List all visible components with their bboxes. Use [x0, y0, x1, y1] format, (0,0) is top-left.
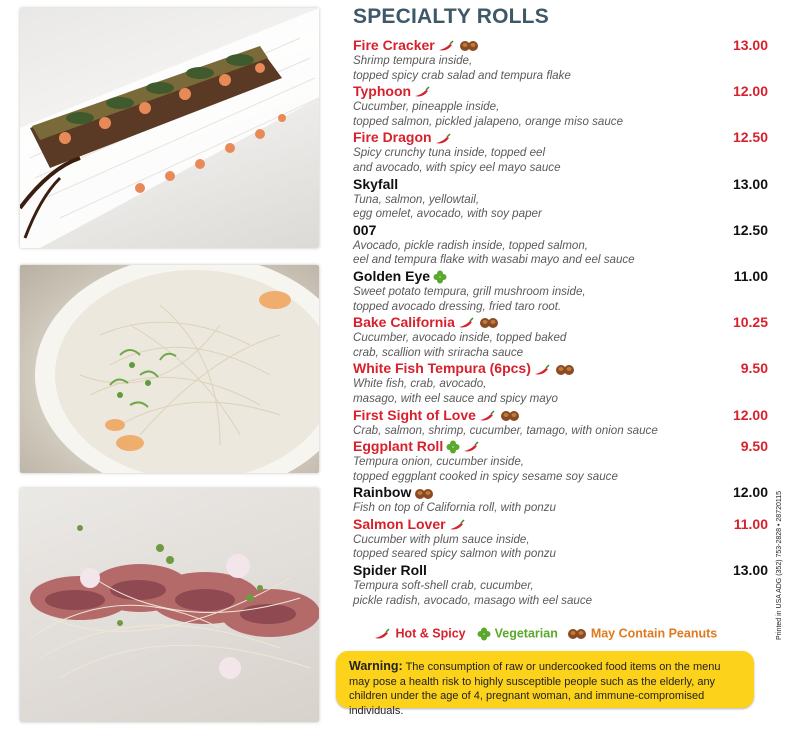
legend: [371, 626, 717, 641]
legend-peanut: May Contain Peanuts: [590, 626, 718, 641]
item-name-row: [353, 176, 768, 193]
item-name-row: [353, 516, 768, 533]
item-description: Tempura soft-shell crab, cucumber,: [353, 579, 534, 593]
menu-item: [353, 516, 768, 562]
item-price: 12.00: [732, 83, 768, 100]
section-title: SPECIALTY ROLLS: [353, 5, 549, 28]
item-name: First Sight of Love: [353, 406, 476, 423]
item-price: 12.00: [732, 406, 768, 423]
item-name: 007: [353, 221, 377, 238]
item-name-row: [353, 129, 768, 146]
item-name-row: [353, 562, 768, 579]
item-price: 9.50: [740, 360, 768, 377]
photo-fire-cracker-roll: [20, 8, 319, 248]
menu-item: [353, 37, 768, 83]
item-name: White Fish Tempura (6pcs): [353, 360, 531, 377]
menu-item: [353, 407, 768, 439]
item-description: topped salmon, pickled jalapeno, orange miso sauce: [353, 114, 624, 128]
menu-item: [353, 176, 768, 222]
peanut-icon: [500, 410, 520, 422]
item-price: 13.00: [732, 175, 768, 192]
item-price: 11.00: [733, 515, 768, 532]
item-price: 12.50: [732, 221, 768, 238]
item-name-row: [353, 268, 768, 285]
chili-pepper-icon: [438, 40, 456, 52]
item-name: Skyfall: [353, 175, 399, 192]
photo-tataki: [20, 488, 319, 722]
chili-pepper-icon: [463, 441, 481, 453]
item-description: Shrimp tempura inside,: [353, 54, 473, 67]
item-price: 13.00: [732, 562, 768, 579]
item-name: Fire Dragon: [353, 129, 432, 146]
item-description: Crab, salmon, shrimp, cucumber, tamago, with onion sauce: [353, 423, 658, 437]
item-price: 12.00: [732, 484, 768, 501]
item-description: topped spicy crab salad and tempura flake: [353, 68, 571, 82]
item-description: Sweet potato tempura, grill mushroom inside,: [353, 284, 586, 298]
peanut-icon: [459, 40, 479, 52]
menu-item: [353, 222, 768, 268]
chili-pepper-icon: [479, 410, 497, 422]
item-description: and avocado, with spicy eel mayo sauce: [353, 160, 561, 174]
warning-text: The consumption of raw or undercooked food items on the menu may pose a health risk to highly susceptible people such as the elderly, any children under the age of 4, pregnant woman, and immune-compromised individuals.: [349, 661, 721, 717]
item-description: Avocado, pickle radish inside, topped salmon,: [353, 238, 589, 252]
item-description: Spicy crunchy tuna inside, topped eel: [353, 146, 546, 160]
legend-spicy: Hot & Spicy: [395, 626, 466, 641]
chili-pepper-icon: [534, 364, 552, 376]
menu-item: [353, 360, 768, 406]
item-price: 10.25: [732, 314, 768, 331]
item-price: 12.50: [732, 129, 768, 146]
menu-item: [353, 484, 768, 516]
item-description: Tempura onion, cucumber inside,: [353, 455, 524, 469]
item-description: Fish on top of California roll, with ponzu: [353, 501, 556, 515]
item-name: Golden Eye: [353, 267, 431, 284]
peanut-icon: [414, 488, 434, 500]
item-name: Typhoon: [353, 83, 412, 100]
item-price: 13.00: [732, 37, 768, 53]
item-description: eel and tempura flake with wasabi mayo and eel sauce: [353, 253, 635, 267]
item-name: Eggplant Roll: [353, 438, 444, 455]
chili-pepper-icon: [414, 86, 432, 98]
item-name-row: [353, 407, 768, 424]
chili-pepper-icon: [458, 317, 476, 329]
item-price: 9.50: [740, 438, 768, 455]
item-name-row: [353, 360, 768, 377]
chili-pepper-icon: [374, 628, 392, 640]
item-name: Bake California: [353, 314, 455, 331]
clover-icon: [433, 270, 447, 284]
clover-icon: [477, 627, 491, 641]
item-description: Tuna, salmon, yellowtail,: [353, 192, 480, 206]
peanut-icon: [555, 364, 575, 376]
item-price: 11.00: [733, 267, 768, 284]
peanut-icon: [479, 317, 499, 329]
item-description: crab, scallion with sriracha sauce: [353, 345, 524, 359]
item-name-row: [353, 314, 768, 331]
clover-icon: [446, 440, 460, 454]
menu-item: [353, 129, 768, 175]
menu-item: [353, 83, 768, 129]
item-name-row: [353, 484, 768, 501]
item-name-row: [353, 222, 768, 239]
legend-vegetarian: Vegetarian: [494, 626, 558, 641]
item-description: White fish, crab, avocado,: [353, 377, 487, 391]
item-description: Cucumber, pineapple inside,: [353, 100, 500, 114]
item-description: pickle radish, avocado, masago with eel sauce: [353, 593, 593, 607]
chili-pepper-icon: [435, 133, 453, 145]
item-description: egg omelet, avocado, with soy paper: [353, 207, 542, 221]
menu-item: [353, 314, 768, 360]
menu-list: [353, 37, 768, 608]
item-description: masago, with eel sauce and spicy mayo: [353, 391, 558, 405]
menu-item: [353, 438, 768, 484]
item-name-row: [353, 37, 768, 54]
warning-box: [336, 651, 754, 717]
menu-item: [353, 562, 768, 608]
menu-item: [353, 268, 768, 314]
item-description: topped avocado dressing, fried taro root.: [353, 299, 562, 313]
peanut-icon: [567, 628, 587, 640]
item-description: topped seared spicy salmon with ponzu: [353, 547, 557, 561]
item-name: Spider Roll: [353, 562, 427, 579]
item-description: topped eggplant cooked in spicy sesame soy sauce: [353, 469, 618, 483]
item-name: Fire Cracker: [353, 37, 435, 53]
item-description: Cucumber, avocado inside, topped baked: [353, 331, 567, 345]
chili-pepper-icon: [449, 519, 467, 531]
item-description: Cucumber with plum sauce inside,: [353, 532, 530, 546]
photo-salad: [20, 265, 319, 473]
item-name-row: [353, 438, 768, 455]
item-name: Salmon Lover: [353, 515, 446, 532]
item-name-row: [353, 83, 768, 100]
warning-label: Warning:: [349, 659, 403, 673]
printed-notice: Printed in USA ADG (352) 753-2828 • 28720115: [776, 490, 783, 640]
item-name: Rainbow: [353, 484, 412, 501]
